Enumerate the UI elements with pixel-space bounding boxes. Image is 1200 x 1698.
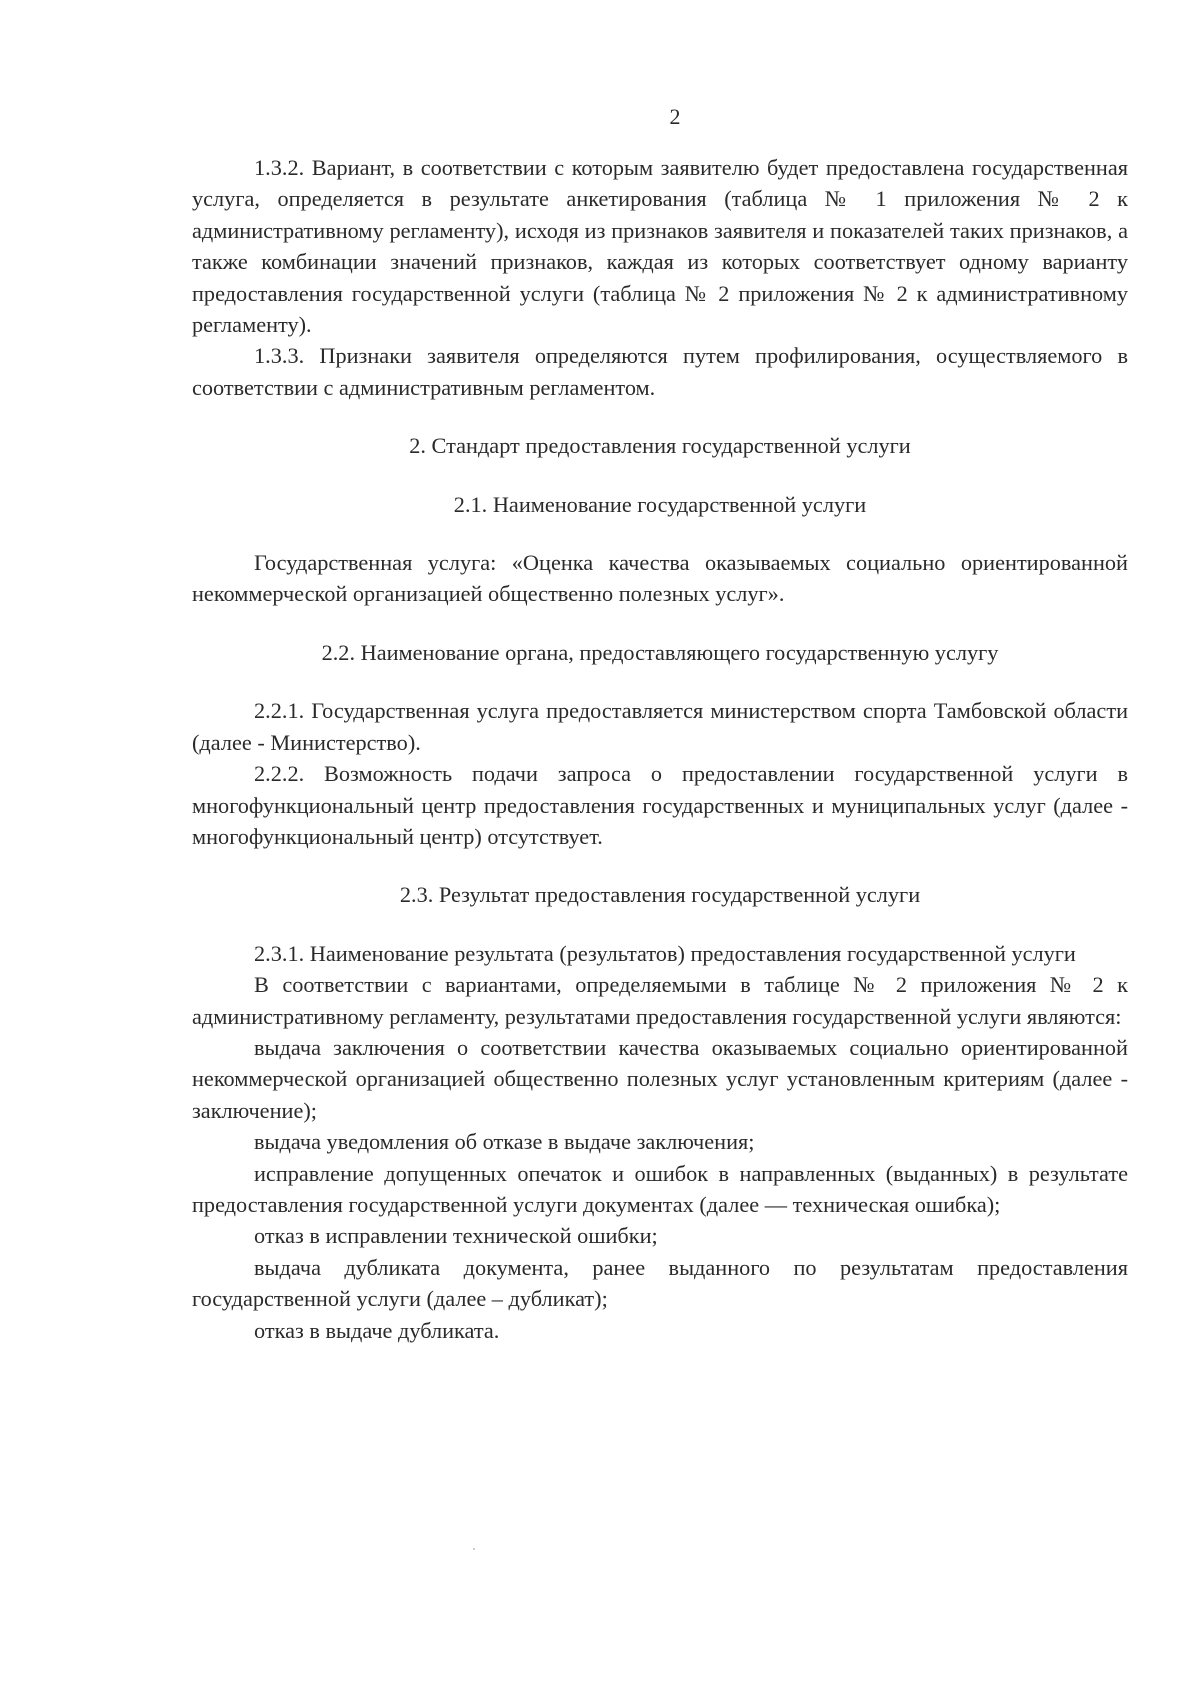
section-heading-2-3: 2.3. Результат предоставления государственной услуги — [399, 882, 921, 908]
result-item: выдача дубликата документа, ранее выданного по результатам предоставления государственной услуги (далее – дубликат); — [192, 1254, 1128, 1312]
paragraph-2-3-1-intro: В соответствии с вариантами, определяемыми в таблице № 2 приложения № 2 к административному регламенту, результатами предоставления государственной услуги являются: — [192, 972, 1128, 1029]
document-body — [192, 152, 1128, 1346]
paragraph-1-3-2: 1.3.2. Вариант, в соответствии с которым заявителю будет предоставлена государственная услуга, определяется в результате анкетирования (таблица № 1 приложения № 2 к административному регламенту), исходя из признаков заявителя и показателей таких признаков, а также комбинации значений признаков, каждая из которых соответствует одному варианту предоставления государственной услуги (таблица № 2 приложения № 2 к административному регламенту). — [192, 155, 1128, 338]
result-item: исправление допущенных опечаток и ошибок в направленных (выданных) в результате предоставления государственной услуги документах (далее — техническая ошибка); — [192, 1160, 1128, 1217]
scan-speck — [473, 1548, 475, 1550]
paragraph-1-3-3: 1.3.3. Признаки заявителя определяются путем профилирования, осуществляемого в соответствии с административным регламентом. — [192, 343, 1128, 400]
section-heading-2-2: 2.2. Наименование органа, предоставляющего государственную услугу — [321, 639, 999, 665]
section-heading-2-1: 2.1. Наименование государственной услуги — [453, 491, 867, 517]
result-item: отказ в исправлении технической ошибки; — [254, 1223, 658, 1249]
paragraph-2-1: Государственная услуга: «Оценка качества оказываемых социально ориентированной некоммерческой организацией общественно полезных услуг». — [192, 550, 1128, 607]
paragraph-2-2-2: 2.2.2. Возможность подачи запроса о предоставлении государственной услуги в многофункциональный центр предоставления государственных и муниципальных услуг (далее - многофункциональный центр) отсутствует. — [192, 761, 1128, 849]
result-item: отказ в выдаче дубликата. — [254, 1317, 500, 1343]
result-item: выдача уведомления об отказе в выдаче заключения; — [254, 1129, 755, 1155]
result-item: выдача заключения о соответствии качества оказываемых социально ориентированной некоммерческой организацией общественно полезных услуг установленным критериям (далее - заключение); — [192, 1034, 1128, 1123]
page-number: 2 — [669, 104, 681, 129]
paragraph-2-3-1: 2.3.1. Наименование результата (результатов) предоставления государственной услуги — [254, 940, 1076, 966]
paragraph-2-2-1: 2.2.1. Государственная услуга предоставляется министерством спорта Тамбовской области (далее - Министерство). — [192, 698, 1128, 755]
section-heading-2: 2. Стандарт предоставления государственной услуги — [409, 433, 911, 459]
